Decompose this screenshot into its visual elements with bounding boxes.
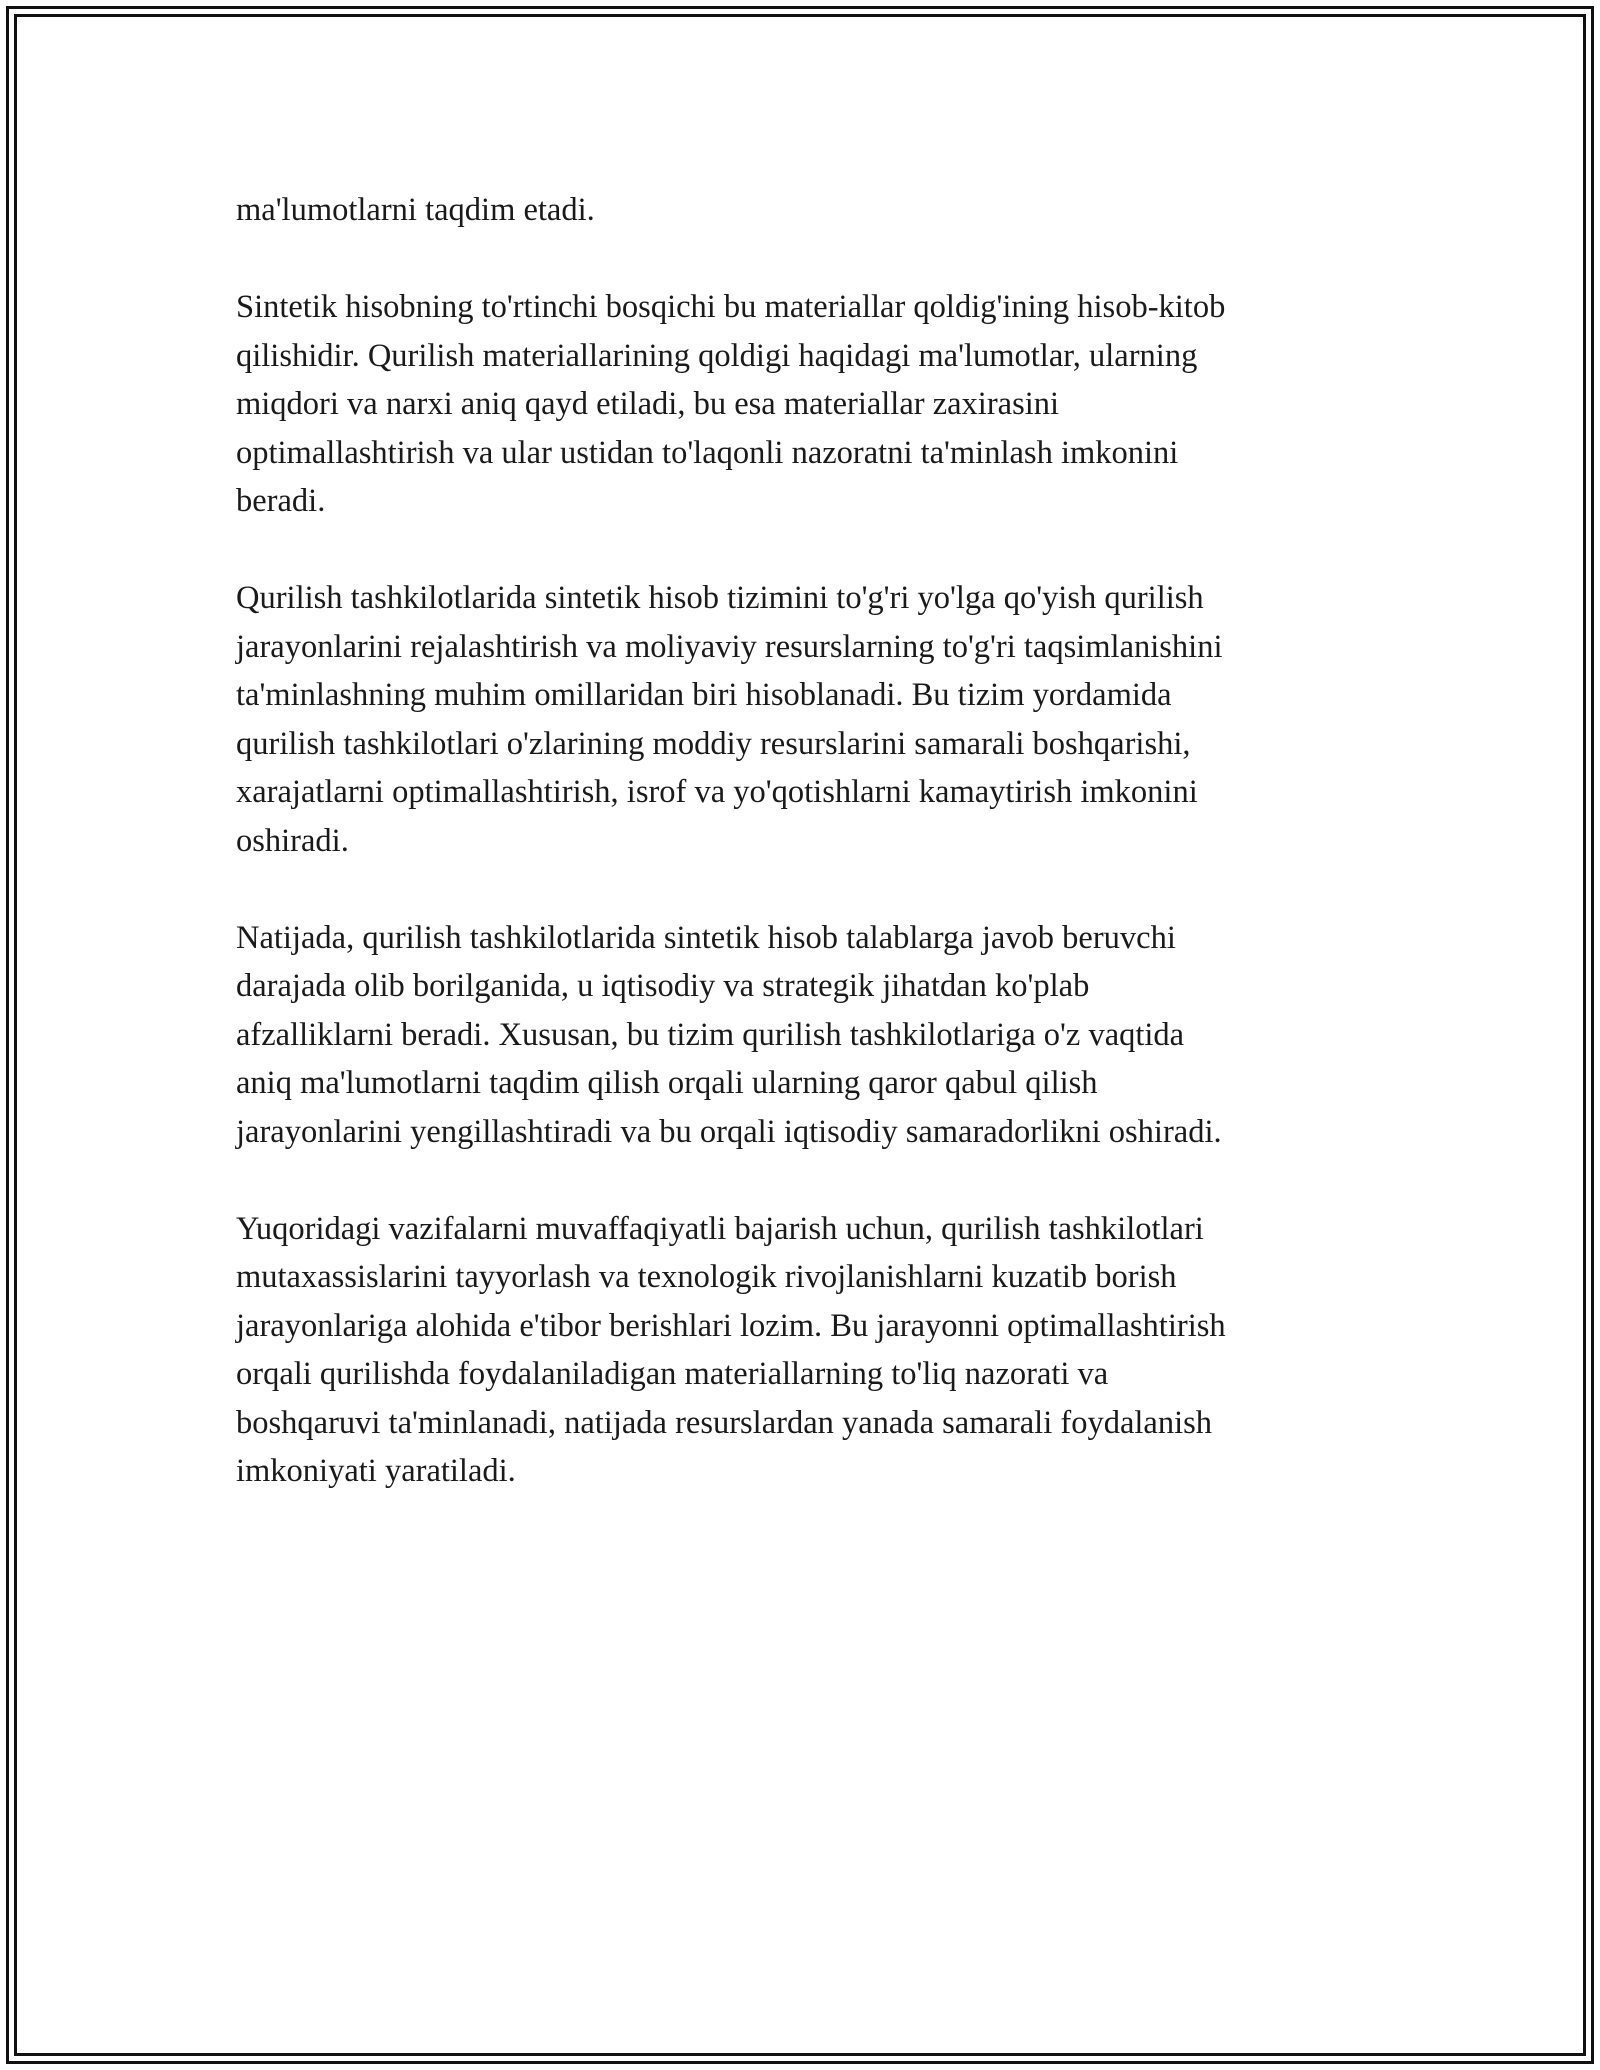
paragraph-synthetic-system: Qurilish tashkilotlarida sintetik hisob tizimini to'g'ri yo'lga qo'yish qurilish jarayonlarini rejalashtirish va moliyaviy resurslarning to'g'ri taqsimlanishini ta'minlashning muhim omillaridan biri hisoblanadi. Bu tizim yordamida qurilish tashkilotlari o'zlarining moddiy resurslarini samarali boshqarishi, xarajatlarni optimallashtirish, isrof va yo'qotishlarni kamaytirish imkonini oshiradi. [236, 580, 1223, 859]
paragraph-fourth-stage: Sintetik hisobning to'rtinchi bosqichi bu materiallar qoldig'ining hisob-kitob qilishidir. Qurilish materiallarining qoldigi haqidagi ma'lumotlar, ularning miqdori va narxi aniq qayd etiladi, bu esa materiallar zaxirasini optimallashtirish va ular ustidan to'laqonli nazoratni ta'minlash imkonini beradi. [236, 289, 1226, 519]
document-body [236, 186, 1366, 1544]
paragraph-conclusion: Natijada, qurilish tashkilotlarida sintetik hisob talablarga javob beruvchi darajada olib borilganida, u iqtisodiy va strategik jihatdan ko'plab afzalliklarni beradi. Xususan, bu tizim qurilish tashkilotlariga o'z vaqtida aniq ma'lumotlarni taqdim qilish orqali ularning qaror qabul qilish jarayonlarini yengillashtiradi va bu orqali iqtisodiy samaradorlikni oshiradi. [236, 919, 1222, 1150]
paragraph-recommendations: Yuqoridagi vazifalarni muvaffaqiyatli bajarish uchun, qurilish tashkilotlari mutaxassislarini tayyorlash va texnologik rivojlanishlarni kuzatib borish jarayonlariga alohida e'tibor berishlari lozim. Bu jarayonni optimallashtirish orqali qurilishda foydalaniladigan materiallarning to'liq nazorati va boshqaruvi ta'minlanadi, natijada resurslardan yanada samarali foydalanish imkoniyati yaratiladi. [236, 1210, 1226, 1489]
paragraph-continuation: ma'lumotlarni taqdim etadi. [236, 192, 595, 228]
